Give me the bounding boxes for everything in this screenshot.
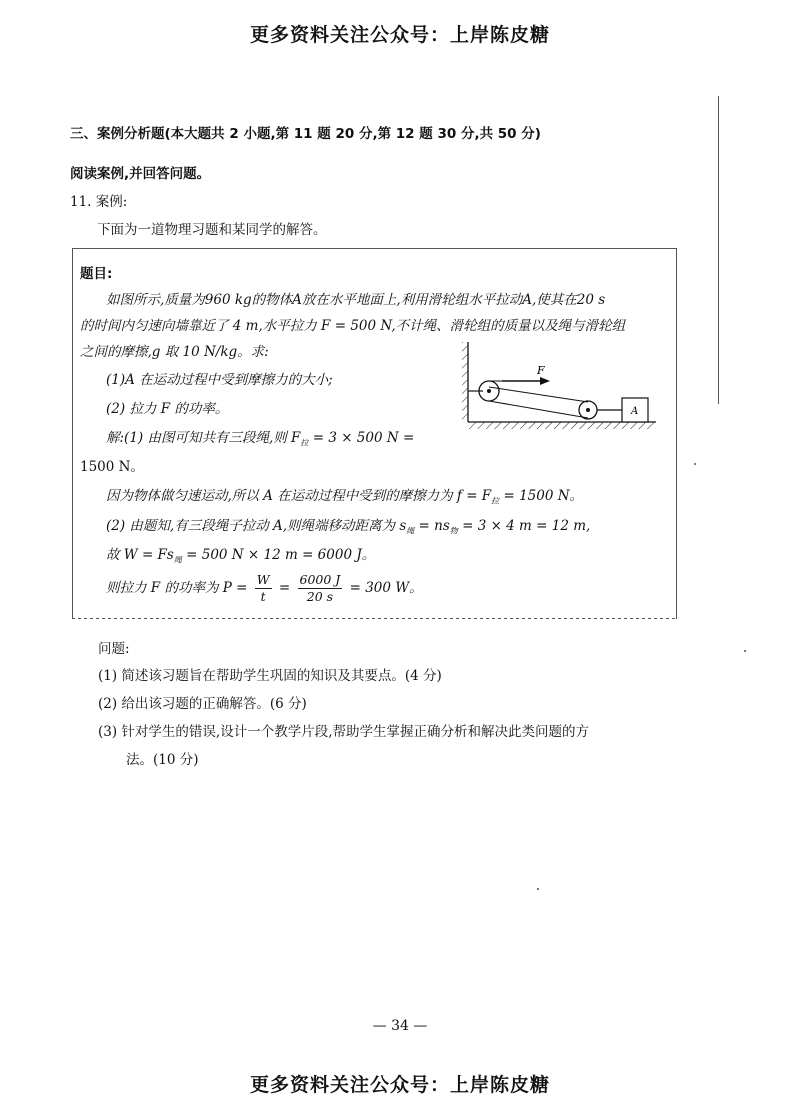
question-item-3: (3) 针对学生的错误,设计一个教学片段,帮助学生掌握正确分析和解决此类问题的方	[98, 724, 589, 740]
question-item-2: (2) 给出该习题的正确解答。(6 分)	[98, 696, 307, 712]
rope-bottom	[489, 401, 588, 418]
sub-question-2: (2) 拉力 F 的功率。	[106, 401, 229, 417]
pulley-diagram	[458, 338, 666, 436]
sub-question-1: (1)A 在运动过程中受到摩擦力的大小;	[106, 372, 333, 388]
fixed-pulley-axle	[487, 389, 491, 393]
fraction-6000-over-20: $\frac{6000 J}{20 s}$	[299, 572, 341, 604]
problem-line-2: 的时间内匀速向墙靠近了 4 m,水平拉力 F = 500 N,不计绳、滑轮组的质量以及绳与滑轮组	[80, 318, 626, 334]
questions-label: 问题:	[98, 641, 130, 657]
force-arrow-head	[540, 377, 550, 385]
scan-speck	[694, 463, 696, 465]
ground-hatch	[468, 422, 656, 429]
moving-pulley-axle	[586, 408, 590, 412]
solution-line-6: 则拉力 F 的功率为 P = $\frac{W}{t}$ = $\frac{6000 J}{20 s}$ = 300 W。	[106, 572, 423, 604]
solution-line-5: 故 $W = Fs_绳 = 500$ N × 12 m = 6000 J。	[106, 547, 376, 565]
force-label: F	[537, 364, 545, 377]
solution-line-1: 解:(1) 由图可知共有三段绳,则 $F_拉 = 3 \times 500$ N =	[106, 430, 415, 448]
problem-box-bottom	[72, 618, 676, 619]
problem-heading: 题目:	[80, 266, 113, 282]
solution-line-4: (2) 由题知,有三段绳子拉动 A,则绳端移动距离为 $s_绳 = ns_物 = 3 \times 4$ m = 12 m,	[106, 518, 591, 536]
margin-line	[718, 96, 719, 404]
question-item-3-cont: 法。(10 分)	[126, 752, 199, 768]
fraction-w-over-t: $\frac{W}{t}$	[256, 572, 270, 604]
section-instruction: 阅读案例,并回答问题。	[70, 166, 211, 182]
case-intro: 下面为一道物理习题和某同学的解答。	[97, 222, 327, 238]
problem-line-1: 如图所示,质量为960 kg的物体A放在水平地面上,利用滑轮组水平拉动A,使其在20 s	[106, 292, 606, 308]
block-a-label: A	[631, 406, 639, 417]
bottom-banner: 更多资料关注公众号：上岸陈皮糖	[249, 1074, 550, 1096]
question-item-1: (1) 简述该习题旨在帮助学生巩固的知识及其要点。(4 分)	[98, 668, 442, 684]
solution-line-2: 1500 N。	[80, 459, 144, 475]
question-number: 11. 案例:	[70, 194, 128, 210]
section-title: 三、案例分析题(本大题共 2 小题,第 11 题 20 分,第 12 题 30 分,共 50 分)	[70, 126, 541, 142]
scan-speck	[744, 650, 746, 652]
problem-line-3: 之间的摩擦,g 取 10 N/kg。求:	[80, 344, 269, 360]
solution-line-3: 因为物体做匀速运动,所以 A 在运动过程中受到的摩擦力为 $f = F_拉 = 1500$ N。	[106, 488, 584, 506]
top-banner: 更多资料关注公众号：上岸陈皮糖	[249, 24, 550, 46]
scan-speck	[537, 888, 539, 890]
page-number: — 34 —	[372, 1018, 428, 1034]
wall-hatch	[462, 342, 468, 422]
rope-middle	[489, 387, 588, 402]
